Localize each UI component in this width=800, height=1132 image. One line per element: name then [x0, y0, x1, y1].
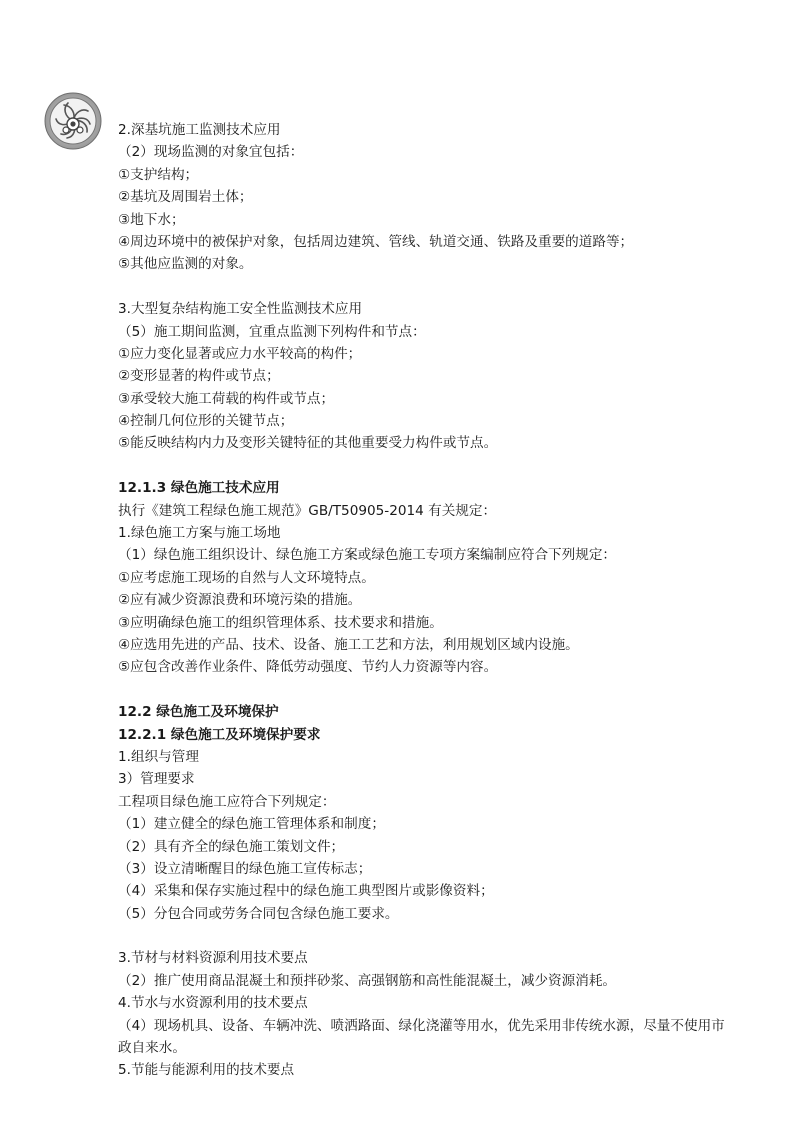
- text-line: ①应考虑施工现场的自然与人文环境特点。: [118, 569, 375, 586]
- spiral-wheel-seal-icon: [44, 92, 102, 150]
- text-line: （4）采集和保存实施过程中的绿色施工典型图片或影像资料；: [118, 883, 494, 900]
- document-body: [118, 119, 728, 1082]
- text-line: （2）具有齐全的绿色施工策划文件；: [118, 838, 345, 855]
- text-line: 3.节材与材料资源利用技术要点: [118, 950, 308, 967]
- text-line: （2）推广使用商品混凝土和预拌砂浆、高强钢筋和高性能混凝土，减少资源消耗。: [118, 972, 617, 989]
- text-line: ⑤能反映结构内力及变形关键特征的其他重要受力构件或节点。: [118, 435, 498, 452]
- text-line: ④周边环境中的被保护对象，包括周边建筑、管线、轨道交通、铁路及重要的道路等；: [118, 233, 634, 250]
- text-line: 3.大型复杂结构施工安全性监测技术应用: [118, 301, 363, 318]
- text-line: ⑤其他应监测的对象。: [118, 256, 253, 273]
- text-line: 执行《建筑工程绿色施工规范》GB/T50905-2014 有关规定：: [118, 502, 497, 519]
- text-line: ③地下水；: [118, 211, 185, 228]
- paragraph-gap: [118, 455, 728, 477]
- text-line: （3）设立清晰醒目的绿色施工宣传标志；: [118, 860, 372, 877]
- text-line: （5）施工期间监测，宜重点监测下列构件和节点：: [118, 323, 426, 340]
- section-heading: 12.2.1 绿色施工及环境保护要求: [118, 726, 321, 743]
- text-line: ③应明确绿色施工的组织管理体系、技术要求和措施。: [118, 614, 443, 631]
- text-line: ②应有减少资源浪费和环境污染的措施。: [118, 592, 362, 609]
- text-line: ①应力变化显著或应力水平较高的构件；: [118, 345, 362, 362]
- text-line: 5.节能与能源利用的技术要点: [118, 1062, 295, 1079]
- text-line: （2）现场监测的对象宜包括：: [118, 144, 304, 161]
- text-line: ⑤应包含改善作业条件、降低劳动强度、节约人力资源等内容。: [118, 659, 498, 676]
- text-line: ④应选用先进的产品、技术、设备、施工工艺和方法，利用规划区域内设施。: [118, 636, 579, 653]
- paragraph-gap: [118, 679, 728, 701]
- text-line: 1.组织与管理: [118, 748, 199, 765]
- text-line: 1.绿色施工方案与施工场地: [118, 525, 281, 542]
- text-line: （1）建立健全的绿色施工管理体系和制度；: [118, 816, 385, 833]
- text-line: （4）现场机具、设备、车辆冲洗、喷洒路面、绿化浇灌等用水，优先采用非传统水源，尽量不使用市政自来水。: [118, 1017, 725, 1057]
- text-line: ④控制几何位形的关键节点；: [118, 413, 294, 430]
- text-line: 4.节水与水资源利用的技术要点: [118, 995, 308, 1012]
- text-line: （5）分包合同或劳务合同包含绿色施工要求。: [118, 905, 399, 922]
- text-line: ②变形显著的构件或节点；: [118, 368, 280, 385]
- section-heading: 12.2 绿色施工及环境保护: [118, 704, 279, 721]
- paragraph-gap: [118, 925, 728, 947]
- paragraph-gap: [118, 276, 728, 298]
- text-line: （1）绿色施工组织设计、绿色施工方案或绿色施工专项方案编制应符合下列规定：: [118, 547, 617, 564]
- text-line: ①支护结构；: [118, 166, 199, 183]
- text-line: 工程项目绿色施工应符合下列规定：: [118, 793, 336, 810]
- text-line: 3）管理要求: [118, 771, 195, 788]
- section-heading: 12.1.3 绿色施工技术应用: [118, 480, 280, 497]
- text-line: ②基坑及周围岩土体；: [118, 189, 253, 206]
- text-line: 2.深基坑施工监测技术应用: [118, 122, 281, 138]
- text-line: ③承受较大施工荷载的构件或节点；: [118, 390, 335, 407]
